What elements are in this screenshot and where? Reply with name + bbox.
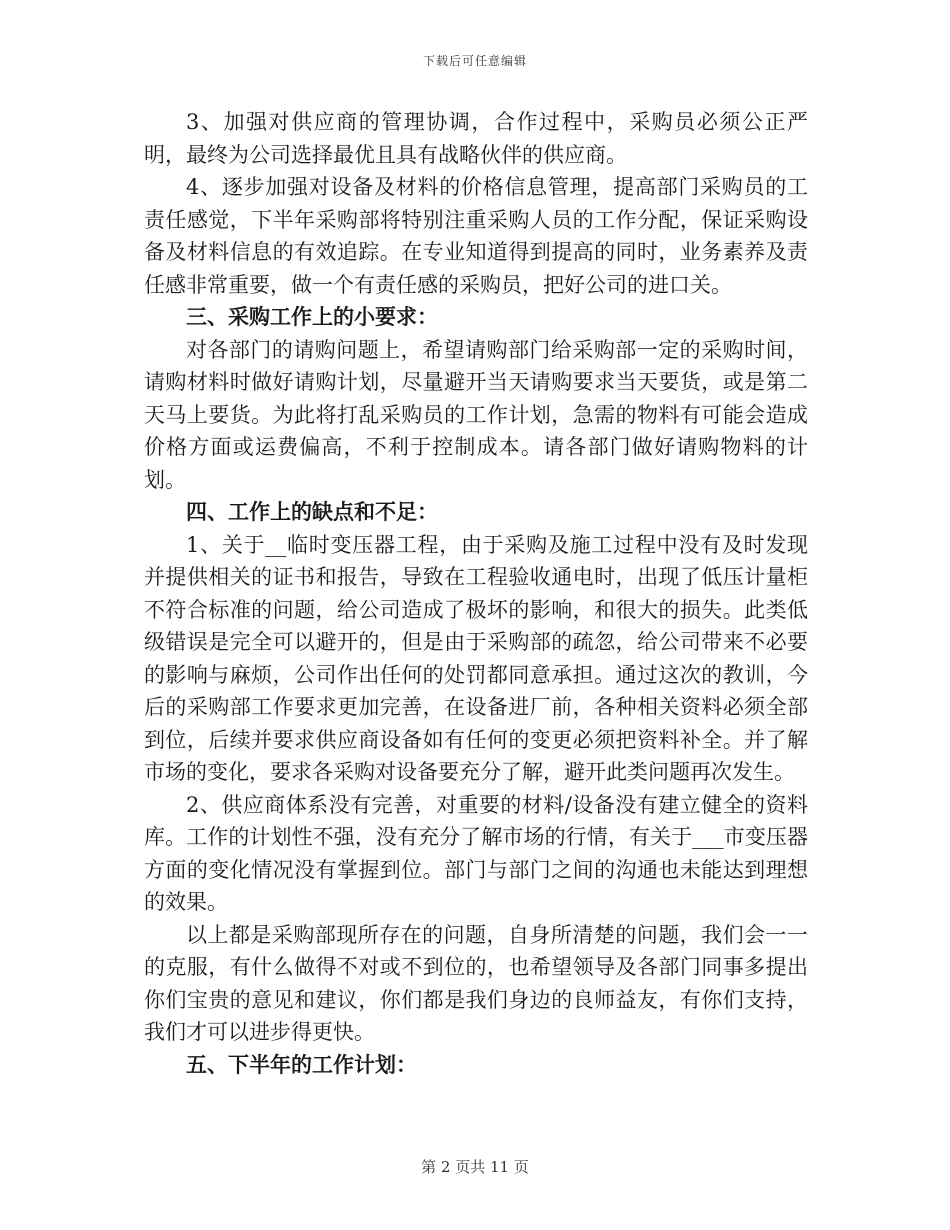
paragraph-transformer-project: 1、关于__临时变压器工程，由于采购及施工过程中没有及时发现并提供相关的证书和报告，导致在工程验收通电时，出现了低压计量柜不符合标准的问题，给公司造成了极坏的影响，和很大的损失。此类低级错误是完全可以避开的，但是由于采购部的疏忽，给公司带来不必要的影响与麻烦，公司作出任何的处罚都同意承担。通过这次的教训，今后的采购部工作要求更加完善，在设备进厂前，各种相关资料必须全部到位，后续并要求供应商设备如有任何的变更必须把资料补全。并了解市场的变化，要求各采购对设备要充分了解，避开此类问题再次发生。 xyxy=(144,532,808,784)
heading-section-three: 三、采购工作上的小要求： xyxy=(186,304,438,329)
paragraph-purchase-requests: 对各部门的请购问题上，希望请购部门给采购部一定的采购时间，请购材料时做好请购计划，尽量避开当天请购要求当天要货，或是第二天马上要货。为此将打乱采购员的工作计划，急需的物料有可能会造成价格方面或运费偏高，不利于控制成本。请各部门做好请购物料的计划。 xyxy=(144,337,808,492)
paragraph-supplier-system: 2、供应商体系没有完善，对重要的材料/设备没有建立健全的资料库。工作的计划性不强，没有充分了解市场的行情，有关于___市变压器方面的变化情况没有掌握到位。部门与部门之间的沟通也未能达到理想的效果。 xyxy=(144,792,808,914)
paragraph-summary: 以上都是采购部现所存在的问题，自身所清楚的问题，我们会一一的克服，有什么做得不对或不到位的，也希望领导及各部门同事多提出你们宝贵的意见和建议，你们都是我们身边的良师益友，有你们支持，我们才可以进步得更快。 xyxy=(144,922,808,1044)
heading-section-four: 四、工作上的缺点和不足： xyxy=(186,499,438,524)
paragraph-supplier-management: 3、加强对供应商的管理协调，合作过程中，采购员必须公正严明，最终为公司选择最优且具有战略伙伴的供应商。 xyxy=(144,110,808,167)
page-footer: 第 2 页共 11 页 xyxy=(421,1158,529,1176)
page-header: 下载后可任意编辑 xyxy=(422,54,527,68)
document-body xyxy=(144,106,808,1081)
heading-section-five: 五、下半年的工作计划： xyxy=(186,1051,417,1077)
paragraph-price-information: 4、逐步加强对设备及材料的价格信息管理，提高部门采购员的工责任感觉，下半年采购部将特别注重采购人员的工作分配，保证采购设备及材料信息的有效追踪。在专业知道得到提高的同时，业务素养及责任感非常重要，做一个有责任感的采购员，把好公司的进口关。 xyxy=(144,175,808,297)
